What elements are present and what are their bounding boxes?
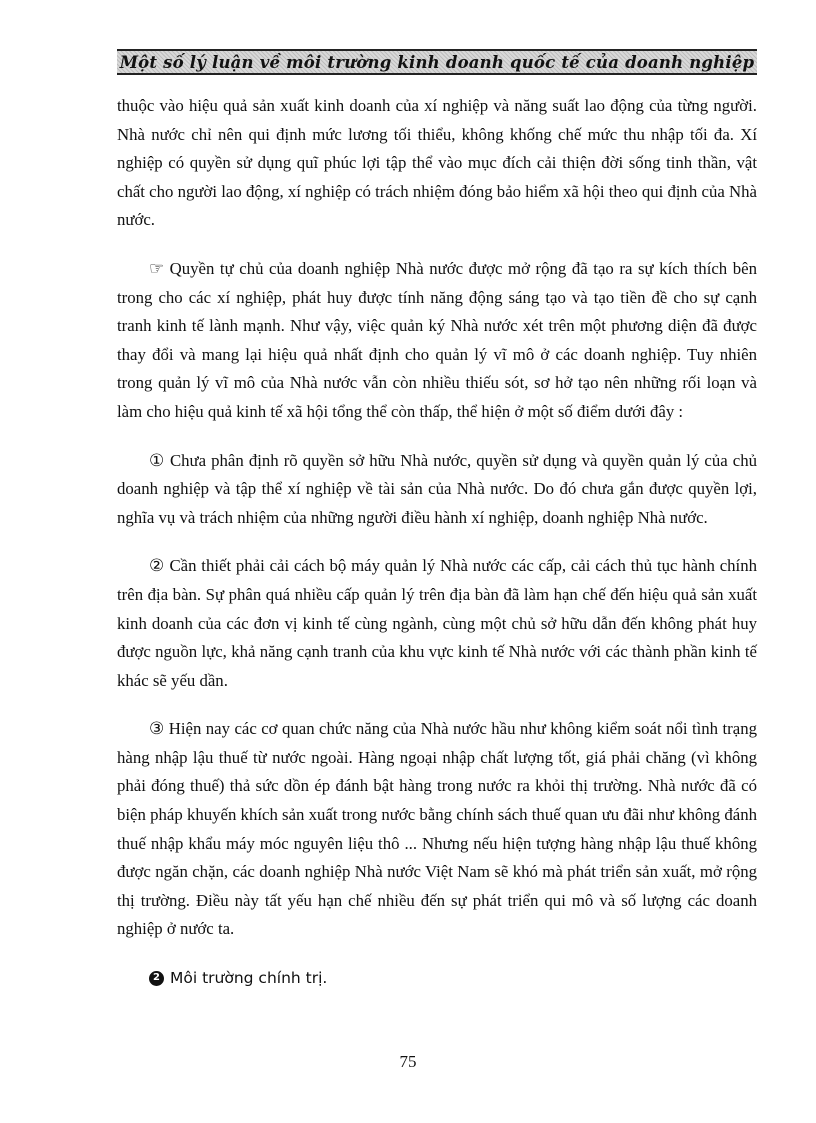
numbered-circle-icon: 2: [149, 971, 164, 986]
paragraph-point-2: ② Cần thiết phải cải cách bộ máy quản lý Nhà nước các cấp, cải cách thủ tục hành chính trên địa bàn. Sự phân quá nhiều cấp quản lý trên địa bàn đã làm hạn chế đến hiệu quả sản xuất kinh doanh của các đơn vị kinh tế cùng ngành, cùng một chủ sở hữu dẫn đến không phát huy được nguồn lực, khả năng cạnh tranh của khu vực kinh tế Nhà nước với các thành phần kinh tế khác sẽ yếu dần.: [117, 556, 757, 690]
running-header: [117, 49, 757, 75]
paragraph-autonomy: ☞ Quyền tự chủ của doanh nghiệp Nhà nước được mở rộng đã tạo ra sự kích thích bên trong cho các xí nghiệp, phát huy được tính năng động sáng tạo và tạo tiền đề cho sự cạnh tranh kinh tế lành mạnh. Như vậy, việc quản ký Nhà nước xét trên một phương diện đã được thay đổi và mang lại hiệu quả nhất định cho quản lý vĩ mô ở các doanh nghiệp. Tuy nhiên trong quản lý vĩ mô của Nhà nước vẫn còn nhiều thiếu sót, sơ hở tạo nên những rối loạn và làm cho hiệu quả kinh tế xã hội tổng thể còn thấp, thể hiện ở một số điểm dưới đây :: [117, 258, 757, 421]
paragraph-point-1: ① Chưa phân định rõ quyền sở hữu Nhà nước, quyền sử dụng và quyền quản lý của chủ doanh nghiệp và tập thể xí nghiệp về tài sản của Nhà nước. Do đó chưa gắn được quyền lợi, nghĩa vụ và trách nhiệm của những người điều hành xí nghiệp, doanh nghiệp Nhà nước.: [117, 450, 757, 527]
running-header-title: Một số lý luận về môi trường kinh doanh quốc tế của doanh nghiệp: [119, 52, 755, 72]
section-heading: [117, 964, 757, 993]
paragraph-point-3: ③ Hiện nay các cơ quan chức năng của Nhà nước hầu như không kiểm soát nổi tình trạng hàng nhập lậu thuế từ nước ngoài. Hàng ngoại nhập chất lượng tốt, giá phải chăng (vì không phải đóng thuế) thả sức dồn ép đánh bật hàng trong nước ra khỏi thị trường. Nhà nước đã có biện pháp khuyến khích sản xuất trong nước bằng chính sách thuế quan ưu đãi như không đánh thuế nhập khẩu máy móc nguyên liệu thô ... Nhưng nếu hiện tượng hàng nhập lậu thuế không được ngăn chặn, các doanh nghiệp Nhà nước Việt Nam sẽ khó mà phát triển sản xuất, mở rộng thị trường. Điều này tất yếu hạn chế nhiều đến sự phát triển qui mô và số lượng các doanh nghiệp ở nước ta.: [117, 719, 757, 939]
page-number: 75: [399, 1052, 417, 1071]
page-body: [117, 92, 757, 993]
section-heading-text: Môi trường chính trị.: [170, 969, 328, 988]
paragraph-continuation: thuộc vào hiệu quả sản xuất kinh doanh của xí nghiệp và năng suất lao động của từng người. Nhà nước chỉ nên qui định mức lương tối thiểu, không khống chế mức thu nhập tối đa. Xí nghiệp có quyền sử dụng quĩ phúc lợi tập thể vào mục đích cải thiện đời sống tinh thần, vật chất cho người lao động, xí nghiệp có trách nhiệm đóng bảo hiểm xã hội theo qui định của Nhà nước.: [117, 96, 757, 230]
